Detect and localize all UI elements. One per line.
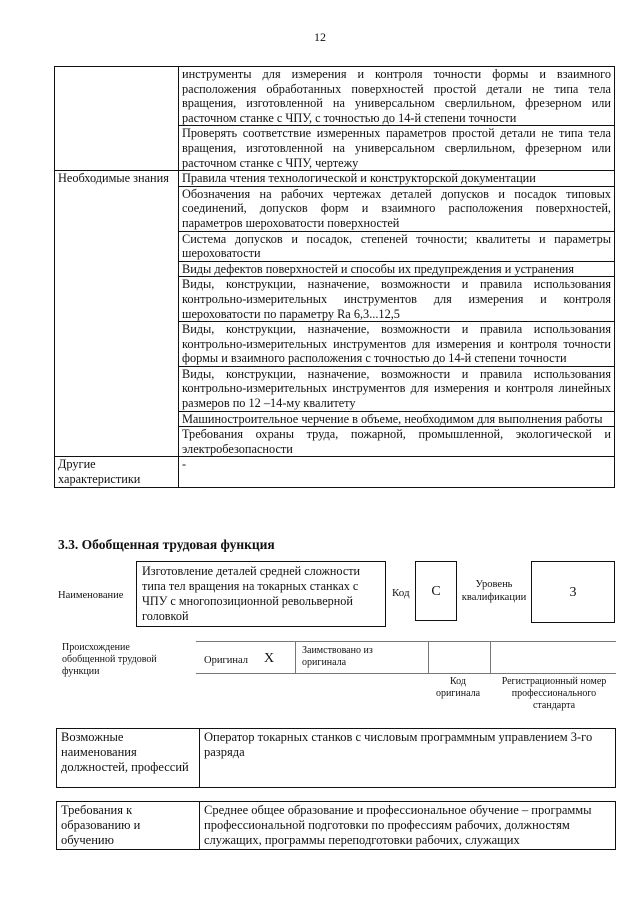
reg-number-label: Регистрационный номер профессионального стандарта [501,676,607,711]
origin-label: Происхождение обобщенной трудовой функции [62,642,157,677]
table-row [55,171,615,187]
level-value-box: 3 [531,561,615,623]
origin-top-line [196,641,616,642]
table-row [55,67,615,126]
table-cell: Проверять соответствие измеренных параметров простой детали не типа тела вращения, изготовленной на универсальном сверлильном, фрезерном или расточном станке с ЧПУ, чертежу [179,126,615,171]
positions-value: Оператор токарных станков с числовым программным управлением 3-го разряда [200,729,616,788]
origin-divider [490,641,491,673]
knowledge-table [54,66,615,488]
borrowed-label: Заимствовано из оригинала [302,645,373,668]
table-cell: Виды, конструкции, назначение, возможности и правила использования контрольно-измерительных инструментов для измерения и контроля шероховатости по параметру Ra 6,3...12,5 [179,277,615,322]
row-label: Необходимые знания [55,171,179,457]
positions-table [56,728,616,788]
page-number: 12 [314,30,326,44]
education-value: Среднее общее образование и профессиональное обучение – программы профессиональной подготовки по профессиям рабочих, должностям служащих, программы переподготовки рабочих, служащих [200,802,616,850]
original-mark: X [264,651,275,666]
table-row [57,802,616,850]
table-cell: Машиностроительное черчение в объеме, необходимом для выполнения работы [179,411,615,427]
table-cell: Обозначения на рабочих чертежах деталей допусков и посадок типовых соединений, допусков форм и взаимного расположения поверхностей, параметров шероховатости поверхностей [179,186,615,231]
level-label: Уровень квалификации [461,579,527,603]
education-table [56,801,616,850]
section-title: 3.3. Обобщенная трудовая функция [58,537,275,552]
positions-label: Возможные наименования должностей, профессий [57,729,200,788]
table-cell: Правила чтения технологической и конструкторской документации [179,171,615,187]
row-label: Другие характеристики [55,457,179,487]
name-label: Наименование [58,590,124,601]
code-original-label: Код оригинала [435,676,481,699]
origin-bottom-line [196,673,616,674]
origin-divider [428,641,429,673]
table-row [57,729,616,788]
table-cell: Требования охраны труда, пожарной, промышленной, экологической и электробезопасности [179,427,615,457]
row-label [55,67,179,171]
code-label: Код [392,587,410,599]
code-value-box: C [415,561,457,621]
origin-divider [295,641,296,673]
table-cell: Виды дефектов поверхностей и способы их предупреждения и устранения [179,261,615,277]
table-cell: - [179,457,615,487]
function-name-box: Изготовление деталей средней сложности типа тел вращения на токарных станках с ЧПУ с многопозиционной револьверной головкой [136,561,386,627]
table-cell: Система допусков и посадок, степеней точности; квалитеты и параметры шероховатости [179,231,615,261]
table-row [55,457,615,487]
table-cell: Виды, конструкции, назначение, возможности и правила использования контрольно-измерительных инструментов для измерения и контроля точности формы и взаимного расположения с точностью до 14-й степени точности [179,322,615,367]
education-label: Требования к образованию и обучению [57,802,200,850]
table-cell: инструменты для измерения и контроля точности формы и взаимного расположения обработанных поверхностей простой детали не типа тела вращения, изготовленной на универсальном сверлильном, фрезерном или расточном станке с ЧПУ, с точностью до 14-й степени точности [179,67,615,126]
table-cell: Виды, конструкции, назначение, возможности и правила использования контрольно-измерительных инструментов для измерения и контроля линейных размеров по 12 –14-му квалитету [179,366,615,411]
original-label: Оригинал [204,655,248,666]
